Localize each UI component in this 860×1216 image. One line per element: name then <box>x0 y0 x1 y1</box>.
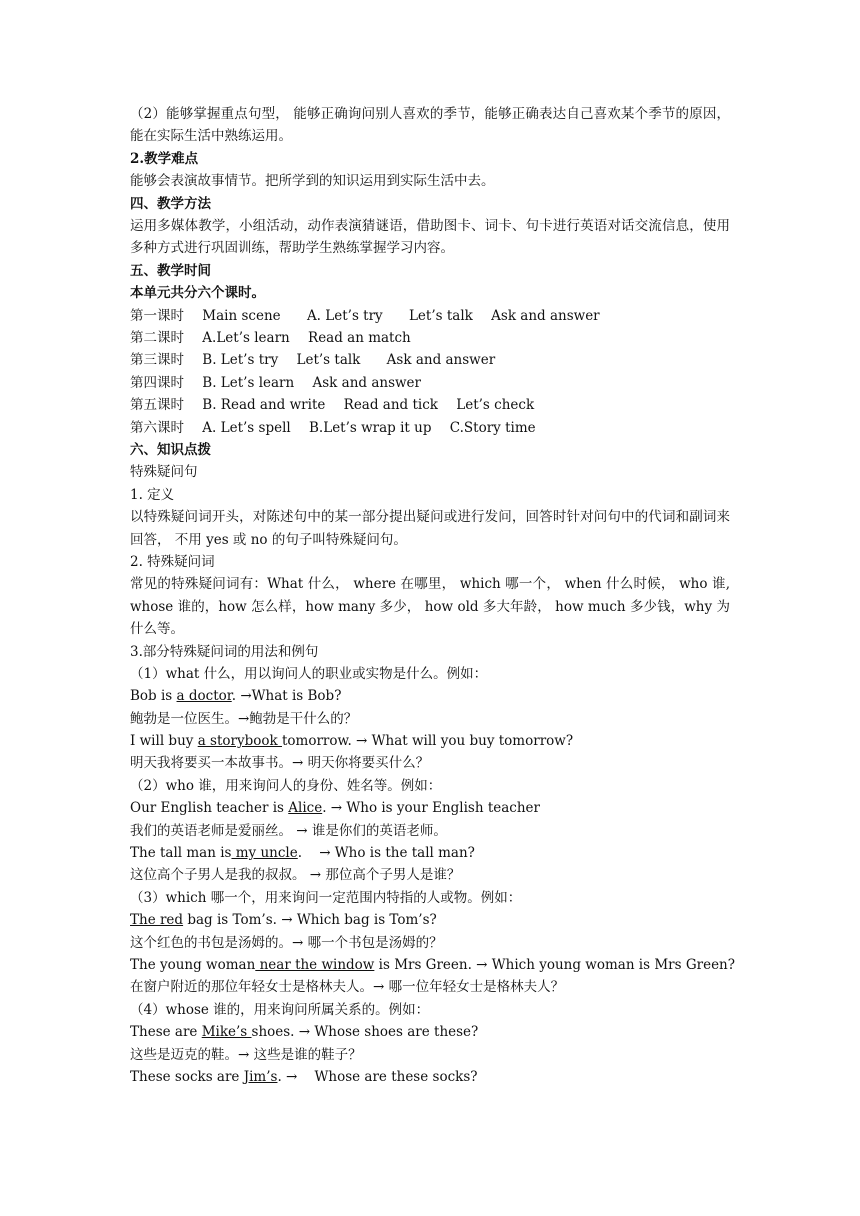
lesson-part: Ask and answer <box>312 374 421 391</box>
definition-heading: 1. 定义 <box>130 486 175 503</box>
example-translation: 在窗户附近的那位年轻女士是格林夫人。→ 哪一位年轻女士是格林夫人？ <box>130 979 565 996</box>
lesson-number: 第四课时 <box>130 374 184 391</box>
knowledge-heading: 六、知识点拨 <box>130 441 211 458</box>
lesson-part: A.Let’s learn <box>202 329 290 346</box>
lesson-row <box>130 349 730 371</box>
who-intro: （2）who 谁，用来询问人的身份、姓名等。例如： <box>130 777 442 794</box>
document-page <box>130 103 735 1088</box>
lesson-part: Let’s talk <box>296 352 361 369</box>
lesson-row <box>130 394 730 416</box>
lesson-number: 第二课时 <box>130 329 184 346</box>
method-paragraph: 运用多媒体教学，小组活动，动作表演猜谜语，借助图卡、词卡、句卡进行英语对话交流信息，使用多种方式进行巩固训练，帮助学生熟练掌握学习内容。 <box>130 217 730 257</box>
example-sentence: These socks are Jim’s. → Whose are these socks? <box>130 1068 478 1085</box>
underlined-answer: near the window <box>255 956 375 973</box>
underlined-answer: a doctor <box>176 688 232 705</box>
example-translation: 这个红色的书包是汤姆的。→ 哪一个书包是汤姆的？ <box>130 934 443 951</box>
lesson-part: Read and tick <box>343 397 438 414</box>
lesson-row <box>130 372 730 394</box>
example-sentence: I will buy a storybook tomorrow. → What will you buy tomorrow? <box>130 733 574 750</box>
lesson-row <box>130 327 730 349</box>
lesson-number: 第一课时 <box>130 307 184 324</box>
difficulty-text: 能够会表演故事情节。把所学到的知识运用到实际生活中去。 <box>130 173 495 190</box>
underlined-answer: my uncle <box>231 845 298 862</box>
lesson-row <box>130 305 730 327</box>
lesson-part: B.Let’s wrap it up <box>309 419 432 436</box>
lesson-part: Let’s check <box>456 397 535 414</box>
time-heading: 五、教学时间 <box>130 262 211 279</box>
lesson-row <box>130 417 730 439</box>
underlined-answer: Jim’s <box>243 1068 278 1085</box>
example-translation: 鲍勃是一位医生。→鲍勃是干什么的？ <box>130 710 358 727</box>
lesson-number: 第五课时 <box>130 397 184 414</box>
topic-title: 特殊疑问句 <box>130 464 198 481</box>
lesson-number: 第三课时 <box>130 352 184 369</box>
lesson-part: Main scene <box>202 307 281 324</box>
what-intro: （1）what 什么，用以询问人的职业或实物是什么。例如： <box>130 665 488 682</box>
lesson-part: B. Read and write <box>202 397 326 414</box>
method-heading: 四、教学方法 <box>130 195 211 212</box>
whose-intro: （4）whose 谁的，用来询问所属关系的。例如： <box>130 1001 430 1018</box>
lesson-part: Read an match <box>308 329 411 346</box>
question-words-paragraph: 常见的特殊疑问词有：What 什么， where 在哪里， which 哪一个， when 什么时候， who 谁, whose 谁的，how 怎么样，how many 多少， how old 多大年龄， how much 多少钱，why 为什么等。 <box>130 576 730 638</box>
lesson-part: B. Let’s try <box>202 352 279 369</box>
goal-2-paragraph: （2）能够掌握重点句型， 能够正确询问别人喜欢的季节，能够正确表达自己喜欢某个季节的原因，能在实际生活中熟练运用。 <box>130 106 730 145</box>
lesson-part: A. Let’s spell <box>202 419 291 436</box>
lesson-part: Ask and answer <box>386 352 496 369</box>
example-sentence: These are Mike’s shoes. → Whose shoes are these? <box>130 1024 479 1041</box>
lesson-part: C.Story time <box>449 419 536 436</box>
lesson-part: Let’s talk <box>408 307 473 324</box>
question-words-heading: 2. 特殊疑问词 <box>130 553 215 570</box>
underlined-answer: The red <box>130 912 184 929</box>
example-translation: 我们的英语老师是爱丽丝。 → 谁是你们的英语老师。 <box>130 822 447 839</box>
example-sentence: Our English teacher is Alice. → Who is your English teacher <box>130 800 540 817</box>
example-sentence: The young woman near the window is Mrs Green. → Which young woman is Mrs Green? <box>130 956 735 973</box>
time-summary: 本单元共分六个课时。 <box>130 285 265 302</box>
example-translation: 明天我将要买一本故事书。→ 明天你将要买什么？ <box>130 755 430 772</box>
definition-paragraph: 以特殊疑问词开头，对陈述句中的某一部分提出疑问或进行发问，回答时针对问句中的代词和副词来回答， 不用 yes 或 no 的句子叫特殊疑问句。 <box>130 509 730 548</box>
underlined-answer: Alice <box>288 800 323 817</box>
underlined-answer: a storybook <box>197 733 282 750</box>
which-intro: （3）which 哪一个，用来询问一定范围内特指的人或物。例如： <box>130 889 522 906</box>
lesson-part: Ask and answer <box>491 307 600 324</box>
lesson-number: 第六课时 <box>130 419 184 436</box>
example-sentence: The tall man is my uncle. → Who is the tall man? <box>130 845 475 862</box>
lesson-part: B. Let’s learn <box>202 374 295 391</box>
difficulty-heading: 2.教学难点 <box>130 150 199 167</box>
lesson-part: A. Let’s try <box>306 307 383 324</box>
underlined-answer: Mike’s <box>201 1024 252 1041</box>
example-sentence: The red bag is Tom’s. → Which bag is Tom’s? <box>130 912 437 929</box>
usage-heading: 3.部分特殊疑问词的用法和例句 <box>130 643 319 660</box>
example-translation: 这些是迈克的鞋。→ 这些是谁的鞋子？ <box>130 1046 362 1063</box>
example-translation: 这位高个子男人是我的叔叔。 → 那位高个子男人是谁？ <box>130 867 461 884</box>
example-sentence: Bob is a doctor. →What is Bob? <box>130 688 342 705</box>
